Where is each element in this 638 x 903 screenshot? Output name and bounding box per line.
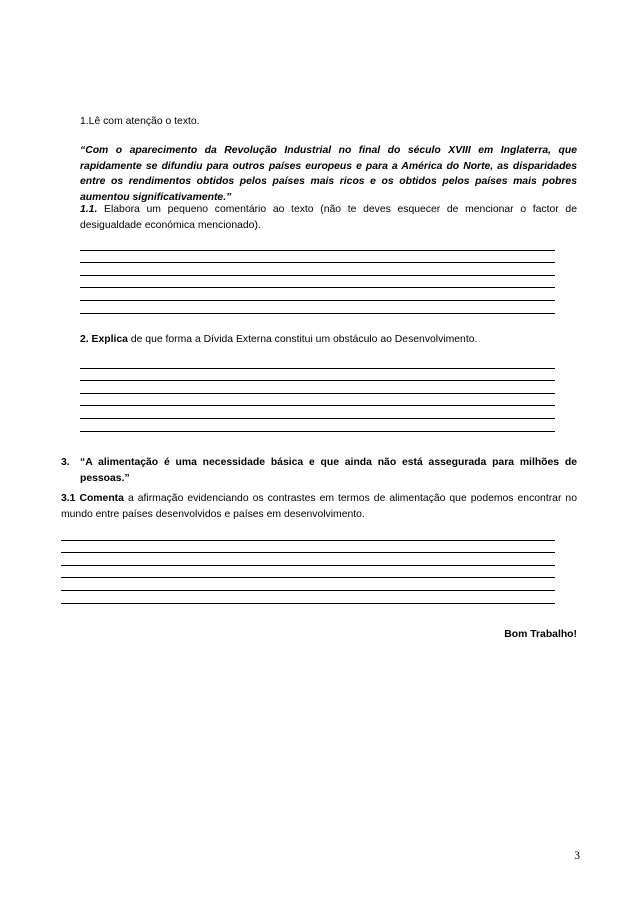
answer-line — [61, 541, 555, 554]
answer-line — [80, 238, 555, 251]
answer-line — [61, 566, 555, 579]
answer-line — [80, 251, 555, 264]
q1-1-number: 1.1. — [80, 204, 98, 215]
q3-1-text: a afirmação evidenciando os contrastes em termos de alimentação que podemos encontrar no mundo entre países desenvolvidos e países em desenvolvimento. — [61, 493, 577, 520]
q3-number: 3. — [61, 457, 70, 468]
q3-1-label: 3.1 Comenta — [61, 493, 124, 504]
answer-line — [80, 394, 555, 407]
q1-1-text: Elabora um pequeno comentário ao texto (não te deves esquecer de mencionar o factor de desigualdade económica mencionado). — [80, 204, 577, 231]
answer-line — [80, 419, 555, 432]
answer-line — [80, 381, 555, 394]
answer-line — [80, 263, 555, 276]
answer-line — [61, 578, 555, 591]
answer-line — [80, 276, 555, 289]
answer-line — [61, 528, 555, 541]
q1-1-prompt — [80, 202, 577, 233]
closing-text: Bom Trabalho! — [504, 629, 577, 640]
q1-answer-lines — [80, 238, 555, 314]
q2-prompt — [80, 332, 577, 348]
q2-answer-lines — [80, 356, 555, 432]
answer-line — [80, 369, 555, 382]
answer-line — [80, 288, 555, 301]
answer-line — [61, 553, 555, 566]
q3-quote: “A alimentação é uma necessidade básica e que ainda não está assegurada para milhões de pessoas.” — [80, 457, 577, 484]
page-number: 3 — [574, 850, 580, 862]
answer-line — [80, 406, 555, 419]
answer-line — [80, 356, 555, 369]
answer-line — [80, 301, 555, 314]
q2-text: de que forma a Dívida Externa constitui um obstáculo ao Desenvolvimento. — [127, 334, 478, 345]
answer-line — [61, 591, 555, 604]
q1-intro: 1.Lê com atenção o texto. — [80, 116, 200, 127]
q3-1-prompt — [61, 491, 577, 522]
q3-answer-lines — [61, 528, 555, 604]
q1-quote: “Com o aparecimento da Revolução Industrial no final do século XVIII em Inglaterra, que rapidamente se difundiu para outros países europeus e para a América do Norte, as disparidades entre os rendimentos obtidos pelos países mais ricos e os obtidos pelos países mais pobres aumentou significativamente.” — [80, 145, 577, 203]
q2-label: 2. Explica — [80, 334, 128, 345]
